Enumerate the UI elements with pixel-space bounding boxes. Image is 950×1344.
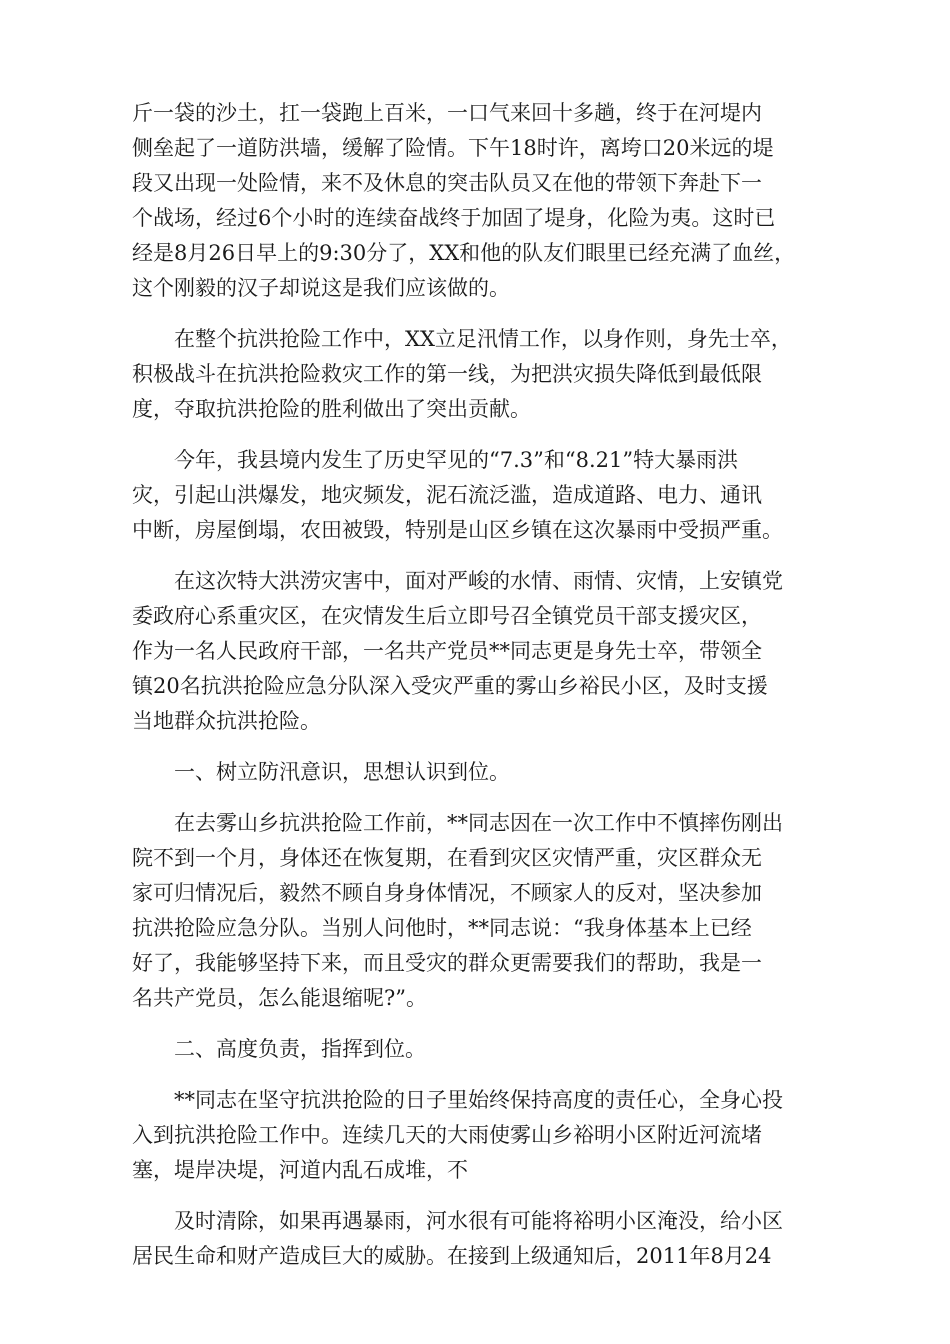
text-line: 塞，堤岸决堤，河道内乱石成堆，不 [132,1158,468,1182]
text-line: 当地群众抗洪抢险。 [132,709,321,733]
text-line: 个战场，经过6个小时的连续奋战终于加固了堤身，化险为夷。这时已 [132,206,776,230]
text-line: 经是8月26日早上的9:30分了，XX和他的队友们眼里已经充满了血丝， [132,241,796,265]
paragraph-5 [132,806,822,1016]
text-line: 在整个抗洪抢险工作中，XX立足汛情工作，以身作则，身先士卒， [174,327,792,351]
text-line: 灾，引起山洪爆发，地灾频发，泥石流泛滥，造成道路、电力、通讯 [132,483,762,507]
text-line: 在这次特大洪涝灾害中，面对严峻的水情、雨情、灾情，上安镇党 [174,569,783,593]
section-heading-1 [132,755,822,790]
text-line: 斤一袋的沙土，扛一袋跑上百米，一口气来回十多趟，终于在河堤内 [132,101,762,125]
paragraph-3 [132,443,822,548]
text-line: 委政府心系重灾区，在灾情发生后立即号召全镇党员干部支援灾区， [132,604,762,628]
text-line: 积极战斗在抗洪抢险救灾工作的第一线，为把洪灾损失降低到最低限 [132,362,762,386]
text-line: 居民生命和财产造成巨大的威胁。在接到上级通知后，2011年8月24 [132,1244,772,1268]
text-line: **同志在坚守抗洪抢险的日子里始终保持高度的责任心，全身心投 [174,1088,783,1112]
text-line: 及时清除，如果再遇暴雨，河水很有可能将裕明小区淹没，给小区 [174,1209,783,1233]
document-page [132,96,822,1290]
text-line: 抗洪抢险应急分队。当别人问他时，**同志说：“我身体基本上已经 [132,916,752,940]
text-line: 镇20名抗洪抢险应急分队深入受灾严重的雾山乡裕民小区，及时支援 [132,674,768,698]
paragraph-2 [132,322,822,427]
text-line: 侧垒起了一道防洪墙，缓解了险情。下午18时许，离垮口20米远的堤 [132,136,774,160]
text-line: 这个刚毅的汉子却说这是我们应该做的。 [132,276,510,300]
paragraph-4 [132,564,822,739]
text-line: 名共产党员，怎么能退缩呢?”。 [132,986,427,1010]
paragraph-7 [132,1204,822,1274]
paragraph-1 [132,96,822,306]
text-line: 入到抗洪抢险工作中。连续几天的大雨使雾山乡裕明小区附近河流堵 [132,1123,762,1147]
text-line: 院不到一个月，身体还在恢复期，在看到灾区灾情严重，灾区群众无 [132,846,762,870]
text-line: 在去雾山乡抗洪抢险工作前，**同志因在一次工作中不慎摔伤刚出 [174,811,783,835]
text-line: 中断，房屋倒塌，农田被毁，特别是山区乡镇在这次暴雨中受损严重。 [132,518,783,542]
text-line: 二、高度负责，指挥到位。 [174,1037,426,1061]
text-line: 度，夺取抗洪抢险的胜利做出了突出贡献。 [132,397,531,421]
text-line: 家可归情况后，毅然不顾自身身体情况，不顾家人的反对，坚决参加 [132,881,762,905]
text-line: 一、树立防汛意识，思想认识到位。 [174,760,510,784]
text-line: 好了，我能够坚持下来，而且受灾的群众更需要我们的帮助，我是一 [132,951,762,975]
text-line: 段又出现一处险情，来不及休息的突击队员又在他的带领下奔赴下一 [132,171,762,195]
text-line: 作为一名人民政府干部，一名共产党员**同志更是身先士卒，带领全 [132,639,762,663]
section-heading-2 [132,1032,822,1067]
paragraph-6 [132,1083,822,1188]
text-line: 今年，我县境内发生了历史罕见的“7.3”和“8.21”特大暴雨洪 [174,448,739,472]
